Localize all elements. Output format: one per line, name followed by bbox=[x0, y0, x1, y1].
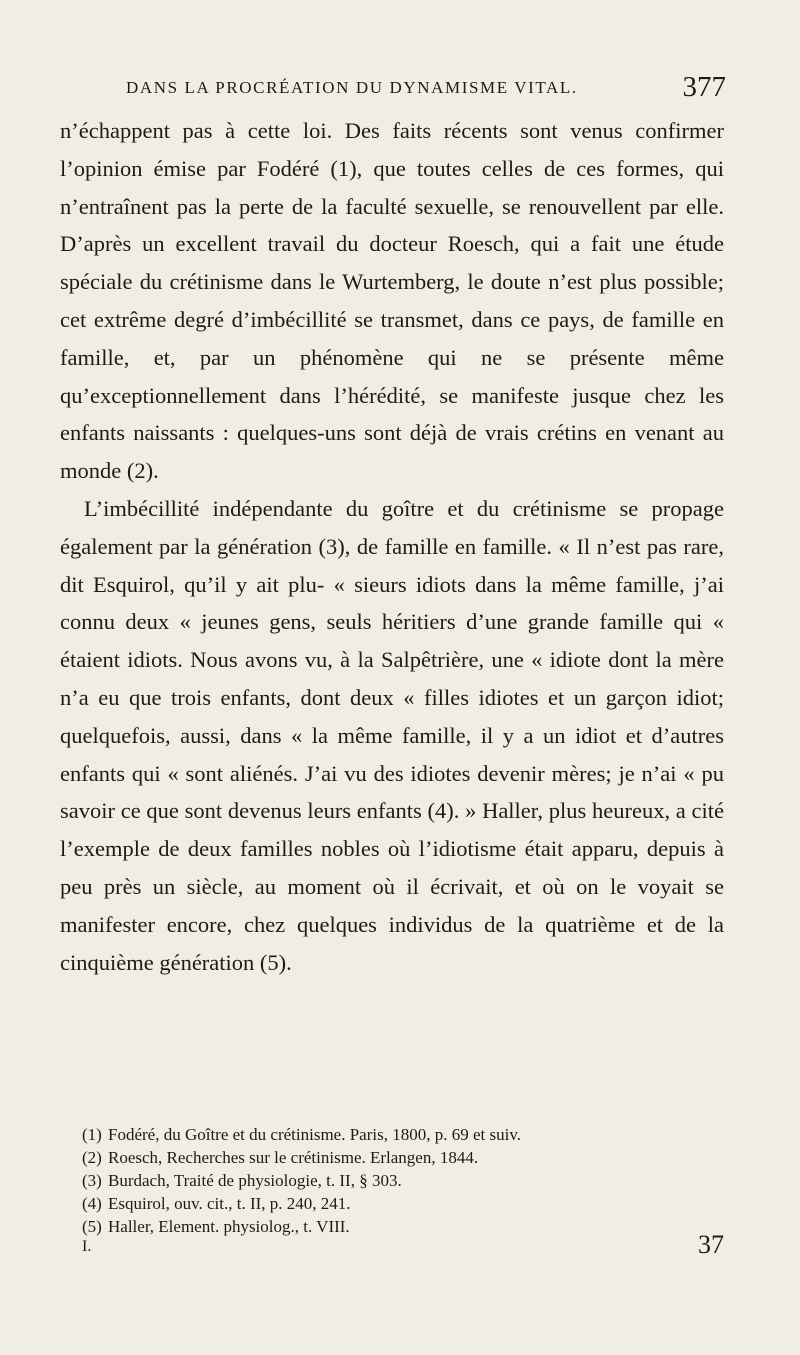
page-header bbox=[126, 72, 726, 106]
footnote-text: Haller, Element. physiolog., t. VIII. bbox=[108, 1217, 350, 1236]
footnote-ref: (4) bbox=[82, 1194, 102, 1213]
paragraph-2: L’imbécillité indépendante du goître et du crétinisme se propage également par la génération (3), de famille en famille. « Il n’est pas rare, dit Esquirol, qu’il y ait plu- « sieurs idiots dans la même famille, j’ai connu deux « jeunes gens, seuls héritiers d’une grande famille qui « étaient idiots. Nous avons vu, à la Salpêtrière, une « idiote dont la mère n’a eu que trois enfants, dont deux « filles idiotes et un garçon idiot; quelquefois, aussi, dans « la même famille, il y a un idiot et d’autres enfants qui « sont aliénés. J’ai vu des idiotes devenir mères; je n’ai « pu savoir ce que sont devenus leurs enfants (4). » Haller, plus heureux, a cité l’exemple de deux familles nobles où l’idiotisme était apparu, depuis à peu près un siècle, au moment où il écrivait, et où on le voyait se manifester encore, chez quelques individus de la quatrième et de la cinquième génération (5). bbox=[60, 495, 724, 975]
footnote-3 bbox=[82, 1169, 724, 1192]
paragraph-1: n’échappent pas à cette loi. Des faits récents sont venus confirmer l’opinion émise par Fodéré (1), que toutes celles de ces formes, qui n’entraînent pas la perte de la faculté sexuelle, se renouvellent par elle. D’après un excellent travail du docteur Roesch, qui a fait une étude spéciale du crétinisme dans le Wurtemberg, le doute n’est plus possible; cet extrême degré d’imbécillité se transmet, dans ce pays, de famille en famille, et, par un phénomène qui ne se présente même qu’exceptionnellement dans l’hérédité, se manifeste jusque chez les enfants naissants : quelques-uns sont déjà de vrais crétins en venant au monde (2). bbox=[60, 118, 724, 484]
footnote-text: Fodéré, du Goître et du crétinisme. Paris, 1800, p. 69 et suiv. bbox=[108, 1125, 521, 1144]
footnote-ref: (5) bbox=[82, 1217, 102, 1236]
signature-letter: I. bbox=[82, 1238, 92, 1255]
footnote-ref: (3) bbox=[82, 1171, 102, 1190]
footnote-ref: (2) bbox=[82, 1148, 102, 1167]
footnotes bbox=[82, 1123, 724, 1238]
footnote-text: Burdach, Traité de physiologie, t. II, § 303. bbox=[108, 1171, 402, 1190]
signature-number: 37 bbox=[698, 1230, 724, 1259]
footnote-4 bbox=[82, 1192, 724, 1215]
footnote-5 bbox=[82, 1215, 724, 1238]
footnote-ref: (1) bbox=[82, 1125, 102, 1144]
footnote-1 bbox=[82, 1123, 724, 1146]
footnote-2 bbox=[82, 1146, 724, 1169]
signature-mark bbox=[82, 1230, 724, 1262]
page-number: 377 bbox=[682, 71, 726, 103]
footnote-text: Esquirol, ouv. cit., t. II, p. 240, 241. bbox=[108, 1194, 351, 1213]
footnote-text: Roesch, Recherches sur le crétinisme. Erlangen, 1844. bbox=[108, 1148, 479, 1167]
running-head: DANS LA PROCRÉATION DU DYNAMISME VITAL. bbox=[126, 78, 578, 97]
body-text bbox=[60, 112, 724, 981]
